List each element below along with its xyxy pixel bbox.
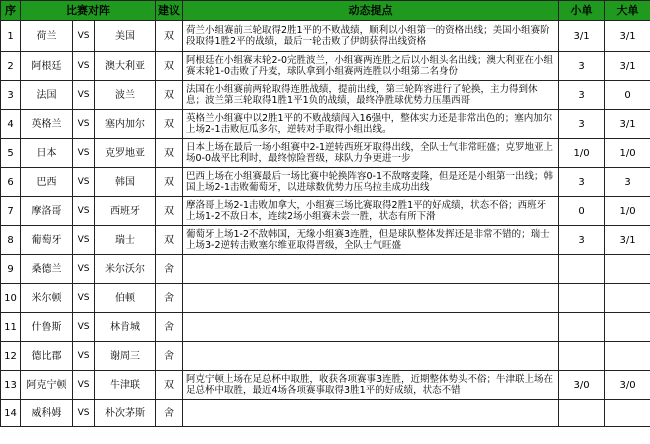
home-team: 英格兰 [21, 110, 73, 139]
note-text: 葡萄牙上场1-2不敌韩国，无缘小组赛3连胜，但是球队整体发挥还是非常不错的；瑞士上场3-2逆转击败塞尔维亚取得晋级，全队士气旺盛 [183, 226, 559, 255]
note-text [183, 400, 559, 427]
home-team: 法国 [21, 81, 73, 110]
big-pick [605, 400, 650, 427]
row-number: 7 [1, 197, 21, 226]
suggestion: 双 [156, 52, 183, 81]
vs-label: VS [73, 139, 95, 168]
vs-label: VS [73, 168, 95, 197]
suggestion: 双 [156, 110, 183, 139]
big-pick: 3/1 [605, 21, 650, 52]
table-row [1, 226, 650, 255]
big-pick [605, 342, 650, 371]
big-pick: 3 [605, 168, 650, 197]
big-pick: 1/0 [605, 139, 650, 168]
row-number: 5 [1, 139, 21, 168]
big-pick: 3/1 [605, 226, 650, 255]
row-number: 14 [1, 400, 21, 427]
row-number: 6 [1, 168, 21, 197]
small-pick [559, 255, 605, 284]
small-pick: 3 [559, 110, 605, 139]
small-pick: 3 [559, 168, 605, 197]
big-pick [605, 255, 650, 284]
table-row [1, 139, 650, 168]
home-team: 德比郡 [21, 342, 73, 371]
table-row [1, 197, 650, 226]
big-pick: 3/0 [605, 371, 650, 400]
away-team: 林肯城 [95, 313, 156, 342]
note-text: 阿根廷在小组赛末轮2-0完胜波兰，小组赛两连胜之后以小组头名出线；澳大利亚在小组赛末轮1-0击败了丹麦，球队拿到小组赛两连胜以小组第二名身份 [183, 52, 559, 81]
away-team: 米尔沃尔 [95, 255, 156, 284]
note-text [183, 284, 559, 313]
suggestion: 双 [156, 197, 183, 226]
home-team: 什鲁斯 [21, 313, 73, 342]
row-number: 9 [1, 255, 21, 284]
row-number: 3 [1, 81, 21, 110]
table-row [1, 110, 650, 139]
suggestion: 双 [156, 371, 183, 400]
vs-label: VS [73, 255, 95, 284]
table-row [1, 52, 650, 81]
small-pick [559, 400, 605, 427]
big-pick: 3/1 [605, 52, 650, 81]
table-row [1, 400, 650, 427]
table-row [1, 255, 650, 284]
row-number: 2 [1, 52, 21, 81]
away-team: 谢周三 [95, 342, 156, 371]
away-team: 西班牙 [95, 197, 156, 226]
header-notes: 动态提点 [183, 1, 559, 21]
note-text: 巴西上场在小组赛最后一场比赛中轮换阵容0-1不敌喀麦隆，但是还是小组第一出线；韩国上场2-1击败葡萄牙，以进球数优势力压乌拉圭成功出线 [183, 168, 559, 197]
suggestion: 双 [156, 139, 183, 168]
home-team: 威科姆 [21, 400, 73, 427]
row-number: 4 [1, 110, 21, 139]
home-team: 阿克宁顿 [21, 371, 73, 400]
suggestion: 舍 [156, 400, 183, 427]
vs-label: VS [73, 21, 95, 52]
header-suggestion: 建议 [156, 1, 183, 21]
vs-label: VS [73, 313, 95, 342]
big-pick [605, 313, 650, 342]
away-team: 瑞士 [95, 226, 156, 255]
away-team: 伯顿 [95, 284, 156, 313]
header-row [1, 1, 650, 21]
row-number: 10 [1, 284, 21, 313]
header-small: 小单 [559, 1, 605, 21]
away-team: 美国 [95, 21, 156, 52]
note-text: 日本上场在最后一场小组赛中2-1逆转西班牙取得出线，全队士气非常旺盛；克罗地亚上场0-0战平比利时，最终惊险晋级，球队力争更进一步 [183, 139, 559, 168]
row-number: 13 [1, 371, 21, 400]
table-row [1, 342, 650, 371]
vs-label: VS [73, 226, 95, 255]
note-text: 阿克宁顿上场在足总杯中取胜，收获各项赛事3连胜，近期整体势头不俗；牛津联上场在足总杯中取胜，最近4场各项赛事取得3胜1平的好成绩，状态不错 [183, 371, 559, 400]
note-text: 英格兰小组赛中以2胜1平的不败战绩闯入16强中，整体实力还是非常出色的；塞内加尔上场2-1击败厄瓜多尔，逆转对手取得小组出线。 [183, 110, 559, 139]
suggestion: 双 [156, 168, 183, 197]
note-text: 摩洛哥上场2-1击败加拿大，小组赛三场比赛取得2胜1平的好成绩，状态不俗；西班牙上场1-2不敌日本，连续2场小组赛未尝一胜，状态有所下滑 [183, 197, 559, 226]
big-pick: 3/1 [605, 110, 650, 139]
away-team: 牛津联 [95, 371, 156, 400]
vs-label: VS [73, 371, 95, 400]
note-text [183, 313, 559, 342]
small-pick: 3 [559, 226, 605, 255]
suggestion: 舍 [156, 255, 183, 284]
home-team: 桑德兰 [21, 255, 73, 284]
suggestion: 舍 [156, 284, 183, 313]
vs-label: VS [73, 81, 95, 110]
vs-label: VS [73, 400, 95, 427]
row-number: 11 [1, 313, 21, 342]
table-row [1, 81, 650, 110]
home-team: 米尔顿 [21, 284, 73, 313]
away-team: 韩国 [95, 168, 156, 197]
table-row [1, 371, 650, 400]
suggestion: 双 [156, 21, 183, 52]
header-no: 序 [1, 1, 21, 21]
big-pick: 0 [605, 81, 650, 110]
small-pick: 3 [559, 52, 605, 81]
away-team: 塞内加尔 [95, 110, 156, 139]
vs-label: VS [73, 52, 95, 81]
away-team: 朴次茅斯 [95, 400, 156, 427]
big-pick: 1/0 [605, 197, 650, 226]
away-team: 澳大利亚 [95, 52, 156, 81]
small-pick: 0 [559, 197, 605, 226]
home-team: 阿根廷 [21, 52, 73, 81]
table-row [1, 168, 650, 197]
vs-label: VS [73, 110, 95, 139]
vs-label: VS [73, 197, 95, 226]
row-number: 12 [1, 342, 21, 371]
away-team: 波兰 [95, 81, 156, 110]
note-text [183, 342, 559, 371]
table-row [1, 21, 650, 52]
row-number: 1 [1, 21, 21, 52]
suggestion: 双 [156, 226, 183, 255]
home-team: 日本 [21, 139, 73, 168]
vs-label: VS [73, 342, 95, 371]
small-pick: 1/0 [559, 139, 605, 168]
suggestion: 双 [156, 81, 183, 110]
small-pick [559, 342, 605, 371]
header-match: 比赛对阵 [21, 1, 156, 21]
small-pick [559, 313, 605, 342]
header-big: 大单 [605, 1, 650, 21]
row-number: 8 [1, 226, 21, 255]
small-pick: 3/1 [559, 21, 605, 52]
suggestion: 舍 [156, 342, 183, 371]
small-pick: 3/0 [559, 371, 605, 400]
home-team: 摩洛哥 [21, 197, 73, 226]
vs-label: VS [73, 284, 95, 313]
suggestion: 舍 [156, 313, 183, 342]
table-row [1, 313, 650, 342]
away-team: 克罗地亚 [95, 139, 156, 168]
table-row [1, 284, 650, 313]
note-text [183, 255, 559, 284]
home-team: 荷兰 [21, 21, 73, 52]
note-text: 荷兰小组赛前三轮取得2胜1平的不败战绩，顺利以小组第一的资格出线；美国小组赛阶段取得1胜2平的战绩，最后一轮击败了伊朗获得出线资格 [183, 21, 559, 52]
home-team: 葡萄牙 [21, 226, 73, 255]
home-team: 巴西 [21, 168, 73, 197]
big-pick [605, 284, 650, 313]
small-pick [559, 284, 605, 313]
note-text: 法国在小组赛前两轮取得连胜战绩，提前出线，第三轮阵容进行了轮换，主力得到休息；波兰第三轮取得1胜1平1负的战绩，最终净胜球优势力压墨西哥 [183, 81, 559, 110]
small-pick: 3 [559, 81, 605, 110]
